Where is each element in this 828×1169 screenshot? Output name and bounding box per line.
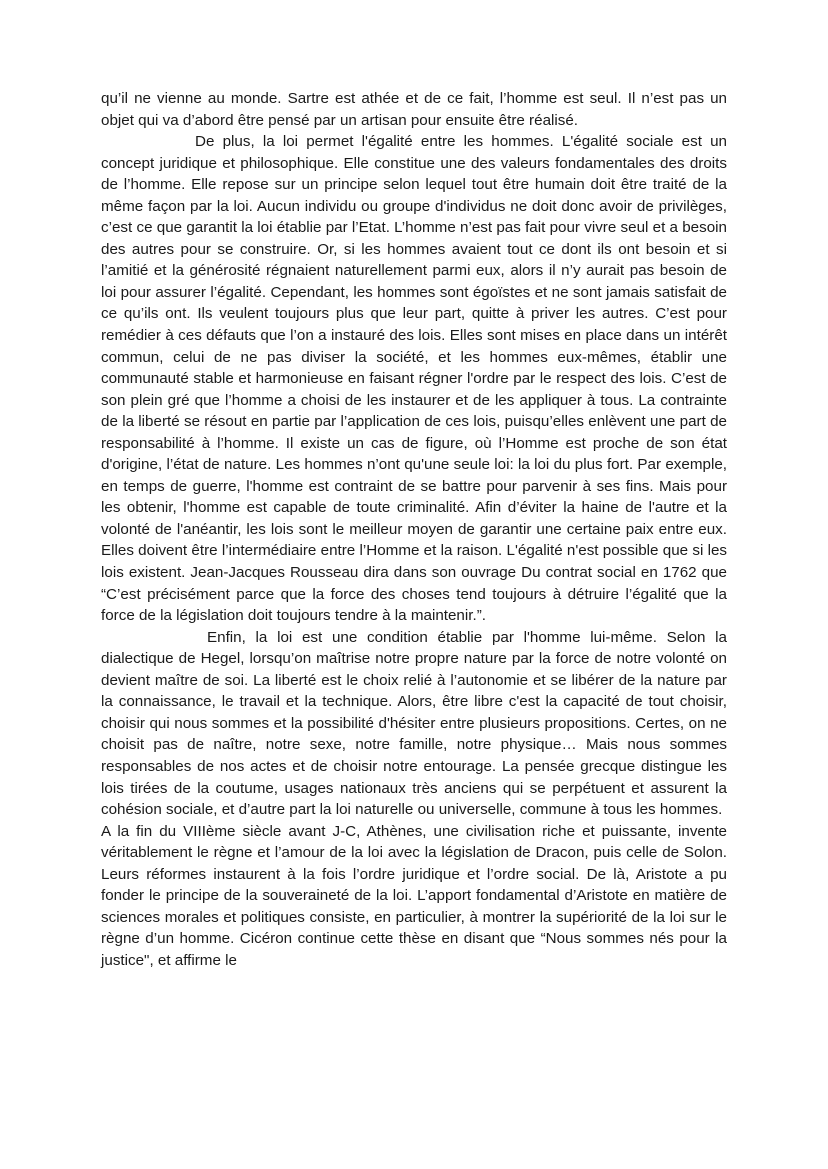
paragraph-hegel: Enfin, la loi est une condition établie par l'homme lui-même. Selon la dialectique de Hegel, lorsqu’on maîtrise notre propre nature par la force de notre volonté on devient maître de soi. La liberté est le choix relié à l’autonomie et se libérer de la nature par la connaissance, le travail et la technique. Alors, être libre c'est la capacité de tout choisir, choisir qui nous sommes et la possibilité d'hésiter entre plusieurs propositions. Certes, on ne choisit pas de naître, notre sexe, notre famille, notre physique… Mais nous sommes responsables de nos actes et de choisir notre entourage. La pensée grecque distingue les lois tirées de la coutume, usages nationaux très anciens qui se perpétuent et assurent la cohésion sociale, et d’autre part la loi naturelle ou universelle, commune à tous les hommes. bbox=[101, 628, 727, 819]
paragraph-sartre: qu’il ne vienne au monde. Sartre est athée et de ce fait, l’homme est seul. Il n’est pas un objet qui va d’abord être pensé par un artisan pour ensuite être réalisé. bbox=[101, 90, 727, 129]
document-body bbox=[101, 88, 727, 971]
paragraph-athenes: A la fin du VIIIème siècle avant J-C, Athènes, une civilisation riche et puissante, invente véritablement le règne et l’amour de la loi avec la législation de Dracon, puis celle de Solon. Leurs réformes instaurent à la fois l’ordre juridique et l’ordre social. De là, Aristote a pu fonder le principe de la souveraineté de la loi. L’apport fondamental d’Aristote en matière de sciences morales et politiques consiste, en particulier, à montrer la supériorité de la loi sur le règne d’un homme. Cicéron continue cette thèse en disant que “Nous sommes nés pour la justice", et affirme le bbox=[101, 822, 727, 969]
paragraph-egalite: De plus, la loi permet l'égalité entre les hommes. L'égalité sociale est un concept juridique et philosophique. Elle constitue une des valeurs fondamentales des droits de l’homme. Elle repose sur un principe selon lequel tout être humain doit être traité de la même façon par la loi. Aucun individu ou groupe d'individus ne doit donc avoir de privilèges, c’est ce que garantit la loi établie par l’Etat. L’homme n’est pas fait pour vivre seul et a besoin des autres pour se construire. Or, si les hommes avaient tout ce dont ils ont besoin et si l’amitié et la générosité régnaient naturellement parmi eux, alors il n’y aurait pas besoin de loi pour assurer l’égalité. Cependant, les hommes sont égoïstes et ne sont jamais satisfait de ce qu’ils ont. Ils veulent toujours plus que leur part, quitte à priver les autres. C’est pour remédier à ces défauts que l’on a instauré des lois. Elles sont mises en place dans un intérêt commun, celui de ne pas diviser la société, et les hommes eux-mêmes, établir une communauté stable et harmonieuse en faisant régner l'ordre par le respect des lois. C’est de son plein gré que l’homme a choisi de les instaurer et de les appliquer à tous. La contrainte de la liberté se résout en partie par l’application de ces lois, puisqu’elles enlèvent une part de responsabilité à l’homme. Il existe un cas de figure, où l’Homme est proche de son état d'origine, l’état de nature. Les hommes n’ont qu'une seule loi: la loi du plus fort. Par exemple, en temps de guerre, l'homme est contraint de se battre pour parvenir à ses fins. Mais pour les obtenir, l'homme est capable de toute criminalité. Afin d’éviter la haine de l'autre et la volonté de l'anéantir, les lois sont le meilleur moyen de garantir une certaine paix entre eux. Elles doivent être l’intermédiaire entre l’Homme et la raison. L'égalité n'est possible que si les lois existent. Jean-Jacques Rousseau dira dans son ouvrage Du contrat social en 1762 que “C’est précisément parce que la force des choses tend toujours à détruire l’égalité que la force de la législation doit toujours tendre à la maintenir.”. bbox=[101, 133, 727, 625]
